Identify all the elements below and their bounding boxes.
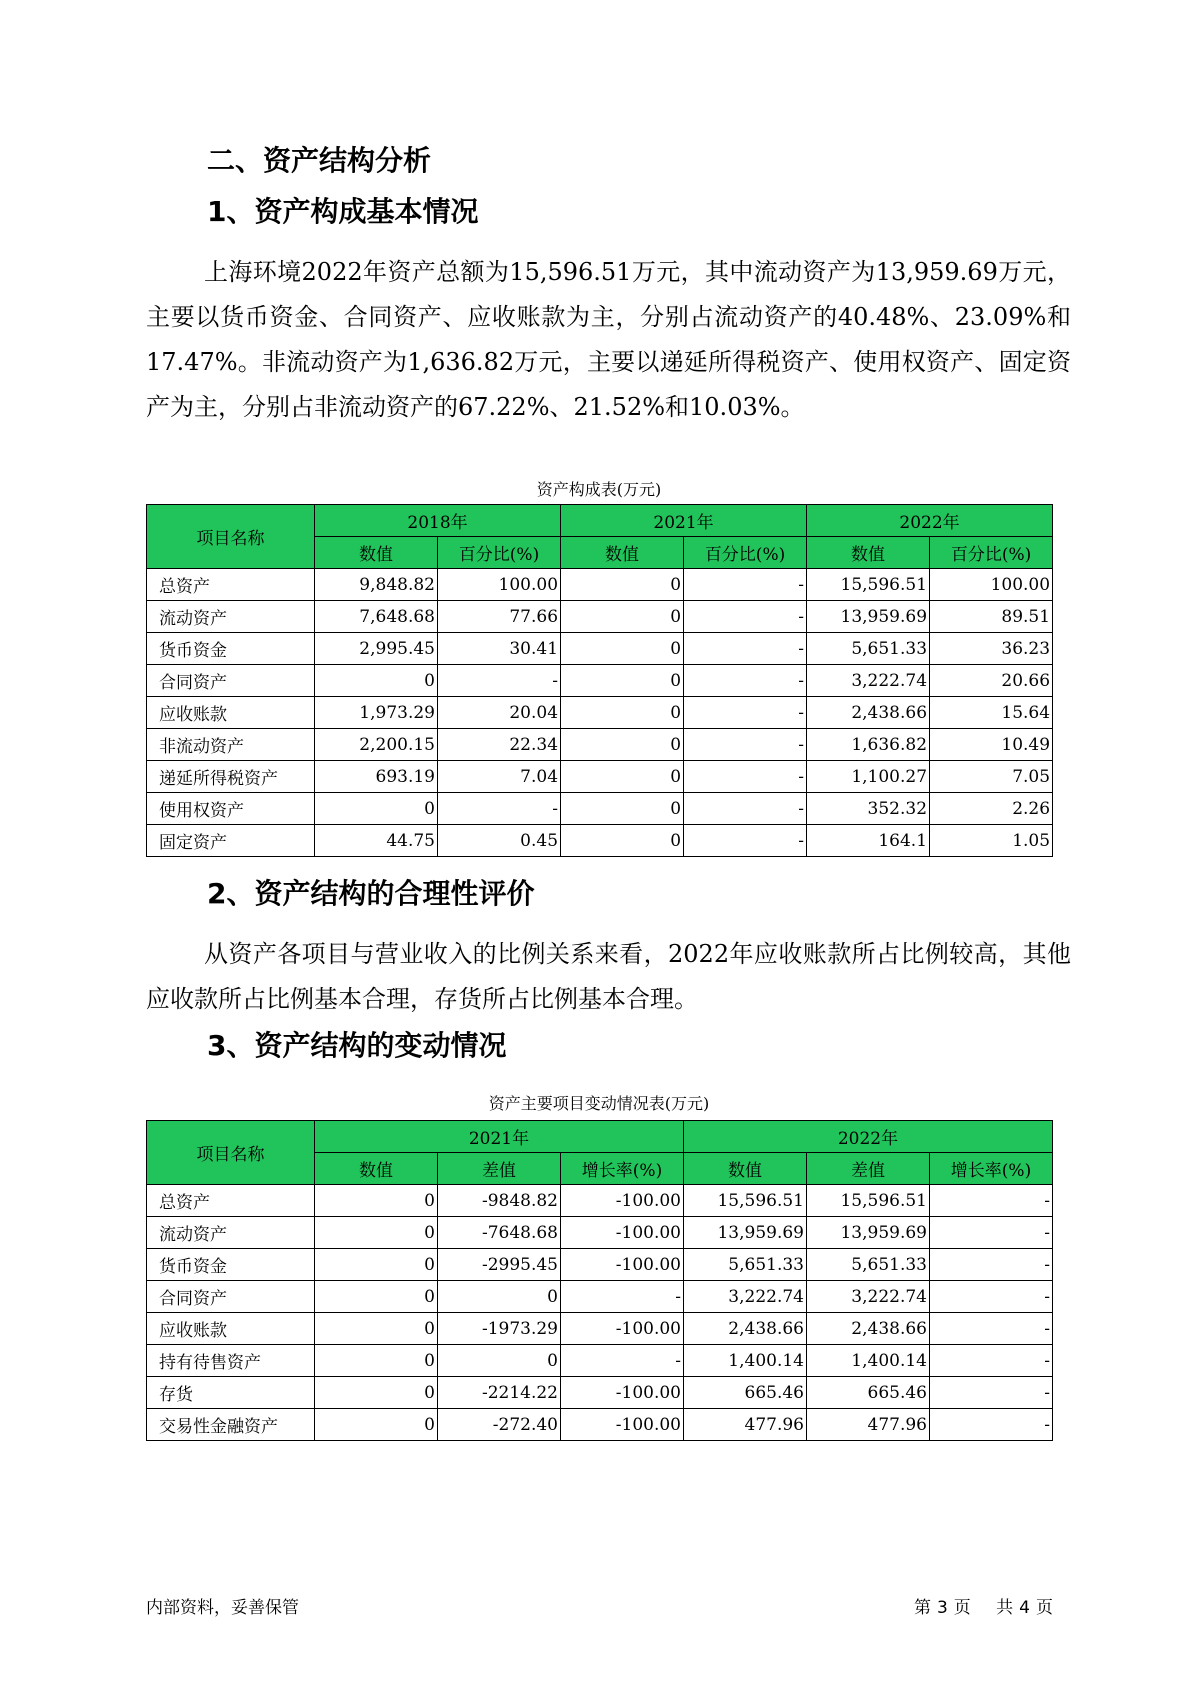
value-cell: 5,651.33	[807, 633, 930, 665]
subsection-title-3: 3、资产结构的变动情况	[207, 1029, 507, 1062]
row-label-cell: 总资产	[147, 1185, 315, 1217]
value-cell: -	[930, 1281, 1053, 1313]
value-cell: -	[561, 1345, 684, 1377]
value-cell: 1,400.14	[807, 1345, 930, 1377]
footer-confidential-note: 内部资料，妥善保管	[146, 1598, 299, 1618]
value-cell: 2,995.45	[315, 633, 438, 665]
asset-composition-table	[146, 504, 1053, 857]
value-cell: 1,636.82	[807, 729, 930, 761]
value-cell: -9848.82	[438, 1185, 561, 1217]
table1-row	[147, 761, 1053, 793]
value-cell: 665.46	[807, 1377, 930, 1409]
value-cell: 0	[561, 761, 684, 793]
value-cell: 1,973.29	[315, 697, 438, 729]
value-cell: 0	[315, 665, 438, 697]
table1-caption: 资产构成表(万元)	[536, 480, 662, 499]
value-cell: 44.75	[315, 825, 438, 857]
value-cell: 0	[315, 1185, 438, 1217]
table1-subheader: 数值	[561, 537, 684, 569]
row-label-cell: 使用权资产	[147, 793, 315, 825]
value-cell: 0	[561, 569, 684, 601]
value-cell: 22.34	[438, 729, 561, 761]
value-cell: 0	[561, 665, 684, 697]
value-cell: 0	[561, 793, 684, 825]
value-cell: 477.96	[684, 1409, 807, 1441]
table2-row	[147, 1313, 1053, 1345]
value-cell: 0	[315, 1313, 438, 1345]
table2-row	[147, 1249, 1053, 1281]
total-page-number: 4	[1019, 1598, 1030, 1618]
value-cell: -	[684, 665, 807, 697]
table1-subheader: 百分比(%)	[684, 537, 807, 569]
value-cell: 0	[438, 1281, 561, 1313]
value-cell: 1.05	[930, 825, 1053, 857]
value-cell: 36.23	[930, 633, 1053, 665]
section-title: 二、资产结构分析	[207, 144, 432, 177]
value-cell: -	[684, 761, 807, 793]
value-cell: 693.19	[315, 761, 438, 793]
value-cell: 0	[315, 793, 438, 825]
total-label: 共	[996, 1598, 1014, 1618]
value-cell: 2,438.66	[807, 1313, 930, 1345]
value-cell: 0	[561, 601, 684, 633]
row-label-cell: 流动资产	[147, 601, 315, 633]
row-label-cell: 持有待售资产	[147, 1345, 315, 1377]
footer-page-number	[908, 1596, 1053, 1620]
value-cell: 5,651.33	[684, 1249, 807, 1281]
value-cell: 7.04	[438, 761, 561, 793]
value-cell: 0	[561, 825, 684, 857]
row-label-cell: 流动资产	[147, 1217, 315, 1249]
table1-row	[147, 633, 1053, 665]
value-cell: -2995.45	[438, 1249, 561, 1281]
row-label-cell: 递延所得税资产	[147, 761, 315, 793]
table2-subheader: 差值	[807, 1153, 930, 1185]
value-cell: -	[930, 1313, 1053, 1345]
table1-header-year: 2018年	[315, 505, 561, 537]
asset-change-table	[146, 1120, 1053, 1441]
table1-row	[147, 825, 1053, 857]
value-cell: -	[561, 1281, 684, 1313]
page-label: 页	[953, 1598, 971, 1618]
value-cell: -1973.29	[438, 1313, 561, 1345]
value-cell: 352.32	[807, 793, 930, 825]
value-cell: 164.1	[807, 825, 930, 857]
value-cell: 15.64	[930, 697, 1053, 729]
row-label-cell: 交易性金融资产	[147, 1409, 315, 1441]
value-cell: 100.00	[930, 569, 1053, 601]
row-label-cell: 应收账款	[147, 697, 315, 729]
value-cell: -	[930, 1185, 1053, 1217]
value-cell: -100.00	[561, 1217, 684, 1249]
value-cell: 2,200.15	[315, 729, 438, 761]
value-cell: 77.66	[438, 601, 561, 633]
table2-caption: 资产主要项目变动情况表(万元)	[488, 1094, 710, 1113]
value-cell: 20.04	[438, 697, 561, 729]
value-cell: -100.00	[561, 1185, 684, 1217]
value-cell: 15,596.51	[807, 569, 930, 601]
value-cell: 3,222.74	[807, 665, 930, 697]
value-cell: -	[684, 825, 807, 857]
value-cell: 13,959.69	[807, 601, 930, 633]
value-cell: -	[438, 793, 561, 825]
table2-header-name: 项目名称	[147, 1121, 315, 1185]
value-cell: 0.45	[438, 825, 561, 857]
value-cell: -	[930, 1217, 1053, 1249]
value-cell: -	[684, 633, 807, 665]
value-cell: 9,848.82	[315, 569, 438, 601]
subsection-title-2: 2、资产结构的合理性评价	[207, 877, 535, 910]
table2-row	[147, 1377, 1053, 1409]
value-cell: 7,648.68	[315, 601, 438, 633]
value-cell: 0	[315, 1345, 438, 1377]
value-cell: 13,959.69	[807, 1217, 930, 1249]
table1-body	[147, 569, 1053, 857]
value-cell: 30.41	[438, 633, 561, 665]
value-cell: -	[684, 697, 807, 729]
value-cell: 2.26	[930, 793, 1053, 825]
table1-row	[147, 729, 1053, 761]
value-cell: 13,959.69	[684, 1217, 807, 1249]
table1-header-year: 2021年	[561, 505, 807, 537]
table1-subheader: 百分比(%)	[438, 537, 561, 569]
value-cell: -100.00	[561, 1313, 684, 1345]
table2-subheader: 差值	[438, 1153, 561, 1185]
table2-row	[147, 1281, 1053, 1313]
table2-header-year: 2021年	[315, 1121, 684, 1153]
value-cell: -	[684, 729, 807, 761]
value-cell: 89.51	[930, 601, 1053, 633]
table2-subheader: 增长率(%)	[930, 1153, 1053, 1185]
row-label-cell: 应收账款	[147, 1313, 315, 1345]
value-cell: -	[930, 1249, 1053, 1281]
value-cell: 477.96	[807, 1409, 930, 1441]
value-cell: -100.00	[561, 1409, 684, 1441]
row-label-cell: 货币资金	[147, 1249, 315, 1281]
table1-row	[147, 697, 1053, 729]
value-cell: 2,438.66	[684, 1313, 807, 1345]
table2-row	[147, 1409, 1053, 1441]
value-cell: 20.66	[930, 665, 1053, 697]
table2-header-year: 2022年	[684, 1121, 1053, 1153]
value-cell: -	[930, 1377, 1053, 1409]
value-cell: -7648.68	[438, 1217, 561, 1249]
table1-subheader: 数值	[315, 537, 438, 569]
value-cell: 15,596.51	[684, 1185, 807, 1217]
value-cell: -	[684, 569, 807, 601]
table2-row	[147, 1345, 1053, 1377]
table1-subheader: 数值	[807, 537, 930, 569]
table1-row	[147, 601, 1053, 633]
total-label: 页	[1036, 1598, 1053, 1618]
value-cell: 0	[315, 1249, 438, 1281]
row-label-cell: 合同资产	[147, 1281, 315, 1313]
value-cell: 0	[315, 1217, 438, 1249]
value-cell: 0	[561, 729, 684, 761]
table2-body	[147, 1185, 1053, 1441]
row-label-cell: 固定资产	[147, 825, 315, 857]
value-cell: 15,596.51	[807, 1185, 930, 1217]
row-label-cell: 合同资产	[147, 665, 315, 697]
value-cell: -	[930, 1409, 1053, 1441]
table1-row	[147, 569, 1053, 601]
value-cell: 100.00	[438, 569, 561, 601]
current-page-number: 3	[936, 1598, 948, 1618]
row-label-cell: 货币资金	[147, 633, 315, 665]
table2-subheader: 数值	[315, 1153, 438, 1185]
value-cell: 0	[315, 1281, 438, 1313]
table2-subheader: 数值	[684, 1153, 807, 1185]
value-cell: 0	[315, 1409, 438, 1441]
value-cell: 0	[561, 697, 684, 729]
row-label-cell: 非流动资产	[147, 729, 315, 761]
value-cell: -	[438, 665, 561, 697]
value-cell: -2214.22	[438, 1377, 561, 1409]
row-label-cell: 存货	[147, 1377, 315, 1409]
value-cell: -	[684, 793, 807, 825]
value-cell: 3,222.74	[807, 1281, 930, 1313]
table1-header-name: 项目名称	[147, 505, 315, 569]
table1-subheader: 百分比(%)	[930, 537, 1053, 569]
value-cell: 2,438.66	[807, 697, 930, 729]
value-cell: -272.40	[438, 1409, 561, 1441]
subsection-title-1: 1、资产构成基本情况	[207, 195, 479, 228]
table2-subheader: 增长率(%)	[561, 1153, 684, 1185]
value-cell: 0	[438, 1345, 561, 1377]
value-cell: -100.00	[561, 1249, 684, 1281]
value-cell: 0	[561, 633, 684, 665]
table2-row	[147, 1185, 1053, 1217]
table1-row	[147, 665, 1053, 697]
row-label-cell: 总资产	[147, 569, 315, 601]
paragraph-rationality: 从资产各项目与营业收入的比例关系来看，2022年应收账款所占比例较高，其他应收款所占比例基本合理，存货所占比例基本合理。	[146, 940, 1071, 1013]
value-cell: 1,400.14	[684, 1345, 807, 1377]
page-label: 第	[913, 1598, 931, 1618]
value-cell: 10.49	[930, 729, 1053, 761]
table1-row	[147, 793, 1053, 825]
value-cell: -	[930, 1345, 1053, 1377]
paragraph-asset-composition: 上海环境2022年资产总额为15,596.51万元，其中流动资产为13,959.69万元，主要以货币资金、合同资产、应收账款为主，分别占流动资产的40.48%、23.09%和17.47%。非流动资产为1,636.82万元，主要以递延所得税资产、使用权资产、固定资产为主，分别占非流动资产的67.22%、21.52%和10.03%。	[146, 258, 1071, 421]
table1-header-year: 2022年	[807, 505, 1053, 537]
value-cell: 1,100.27	[807, 761, 930, 793]
value-cell: 5,651.33	[807, 1249, 930, 1281]
value-cell: -100.00	[561, 1377, 684, 1409]
value-cell: 3,222.74	[684, 1281, 807, 1313]
value-cell: -	[684, 601, 807, 633]
value-cell: 0	[315, 1377, 438, 1409]
value-cell: 665.46	[684, 1377, 807, 1409]
table2-row	[147, 1217, 1053, 1249]
value-cell: 7.05	[930, 761, 1053, 793]
